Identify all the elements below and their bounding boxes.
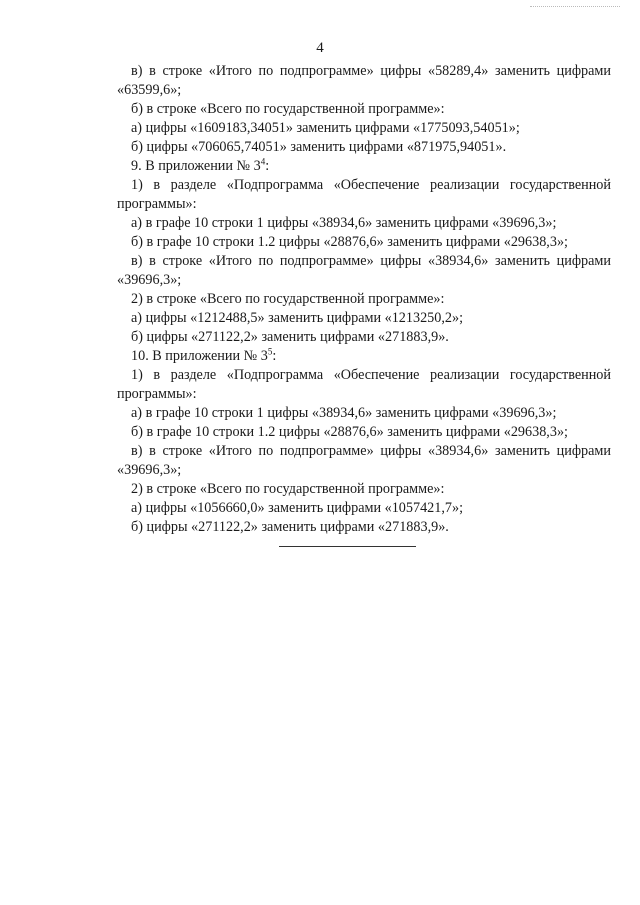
document-body: [117, 62, 611, 537]
paragraph-18: б) цифры «271122,2» заменить цифрами «271883,9».: [131, 519, 449, 535]
paragraph-3: а) цифры «1609183,34051» заменить цифрами «1775093,54051»;: [131, 120, 520, 136]
item-9-text: 9. В приложении № 3: [131, 158, 261, 174]
paragraph-4: б) цифры «706065,74051» заменить цифрами «871975,94051».: [131, 139, 507, 155]
scan-artifact-line: [530, 6, 620, 7]
item-10-text: 10. В приложении № 3: [131, 348, 268, 364]
paragraph-6: а) в графе 10 строки 1 цифры «38934,6» заменить цифрами «39696,3»;: [131, 215, 557, 231]
paragraph-15: в) в строке «Итого по подпрограмме» цифры «38934,6» заменить цифрами «39696,3»;: [117, 443, 611, 478]
item-9-heading: [117, 157, 611, 176]
paragraph-8: в) в строке «Итого по подпрограмме» цифры «38934,6» заменить цифрами «39696,3»;: [117, 253, 611, 288]
paragraph-13: а) в графе 10 строки 1 цифры «38934,6» заменить цифрами «39696,3»;: [131, 405, 557, 421]
item-10-superscript: 5: [267, 346, 273, 357]
paragraph-2: б) в строке «Всего по государственной программе»:: [131, 101, 445, 117]
page-number: 4: [316, 40, 324, 56]
paragraph-17: а) цифры «1056660,0» заменить цифрами «1057421,7»;: [131, 500, 464, 516]
paragraph-16: 2) в строке «Всего по государственной программе»:: [131, 481, 445, 497]
paragraph-5: 1) в разделе «Подпрограмма «Обеспечение реализации государственной программы»:: [117, 177, 611, 212]
paragraph-1: в) в строке «Итого по подпрограмме» цифры «58289,4» заменить цифрами «63599,6»;: [117, 63, 611, 98]
item-9-suffix: :: [265, 158, 270, 174]
item-10-suffix: :: [272, 348, 277, 364]
closing-divider-line: [279, 546, 416, 547]
paragraph-12: 1) в разделе «Подпрограмма «Обеспечение реализации государственной программы»:: [117, 367, 611, 402]
item-9-superscript: 4: [260, 156, 266, 167]
item-10-heading: [117, 347, 611, 366]
paragraph-14: б) в графе 10 строки 1.2 цифры «28876,6» заменить цифрами «29638,3»;: [131, 424, 568, 440]
paragraph-10: а) цифры «1212488,5» заменить цифрами «1213250,2»;: [131, 310, 464, 326]
paragraph-7: б) в графе 10 строки 1.2 цифры «28876,6» заменить цифрами «29638,3»;: [131, 234, 568, 250]
paragraph-9: 2) в строке «Всего по государственной программе»:: [131, 291, 445, 307]
paragraph-11: б) цифры «271122,2» заменить цифрами «271883,9».: [131, 329, 449, 345]
